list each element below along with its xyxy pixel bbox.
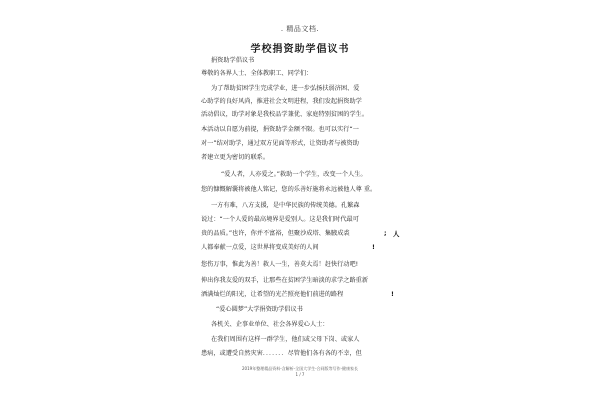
paragraph-line: 心助学的良好风尚，推进社会文明进程，我们发起捐资助学 — [201, 98, 362, 105]
paragraph-line: 对一”结对助学，通过双方见面等形式，让资助者与被资助 — [201, 140, 359, 147]
paragraph-line: 本活动以自愿为前提，捐资助学金额不限。也可以实行“一 — [201, 126, 359, 133]
header-note: . 精品文档. — [280, 25, 320, 33]
paragraph-line: 者建立更为密切的联系。 — [201, 154, 270, 161]
paragraph-line: 捐资助学倡议书 — [211, 57, 255, 64]
page-number: 1 / 7 — [295, 372, 305, 377]
stray-mark: 人 — [393, 230, 400, 238]
paragraph-line: 洒满灿烂的阳光，让希望的光芒照亮他们前进的路程 — [201, 291, 344, 298]
page-footer: 2019年整理精品资料-含解析-全国大学生-合同版等写作-健康家长 — [242, 366, 358, 371]
stray-mark: ! — [391, 290, 394, 298]
paragraph-line: 您伤万事，惟此为善！救人一生，善莫大焉！赶快行动吧! — [201, 261, 359, 268]
paragraph-line: 患病，或遭受自然灾害．．．．．．．尽管他们各有各的不幸，但 — [201, 350, 362, 357]
paragraph-line: 伸出你我友爱的双手，让那些在贫困学生暗淡的求学之路重新 — [201, 277, 369, 284]
paragraph-line: 人都奉献一点爱，这世界将变成美好的人间 — [201, 244, 319, 251]
paragraph-line: 说过：“一个人爱的最高境界是爱别人。这是我们时代最可 — [201, 216, 359, 223]
paragraph-line: 贵的品质。”也许，你并不富裕，但聚沙成塔、集腋成裘 — [201, 230, 350, 237]
paragraph-line: 各机关、企事业单位、社会各界爱心人士： — [211, 321, 329, 328]
paragraph-line: 在我们周围有这样一群学生，他们或父母下岗、或家人 — [211, 336, 360, 343]
paragraph-line: 尊敬的各界人士、全体教职工、同学们： — [201, 70, 313, 77]
paragraph-line: 活动倡议，助学对象是我校品学兼优、家庭特别贫困的学生。 — [201, 111, 369, 118]
stray-mark: ! — [372, 243, 375, 251]
document-title: 学校捐资助学倡议书 — [250, 44, 350, 55]
stray-mark: ; — [384, 229, 387, 237]
paragraph-line: “爱人者，人亦爱之。”救助一个学生，改变一个人生。 — [221, 171, 367, 178]
paragraph-line: 一方有难，八方支援，是中华民族的传统美德。孔繁森 — [211, 202, 360, 209]
paragraph-line: 您的慷慨解囊将被他人铭记，您的乐善好施将永远被他人尊 重。 — [201, 186, 377, 193]
paragraph-line: “爱心圆梦”大学捐资助学倡议书 — [216, 306, 303, 313]
paragraph-line: 为了帮助贫困学生完成学业，进一步弘扬扶弱济困、爱 — [211, 85, 360, 92]
